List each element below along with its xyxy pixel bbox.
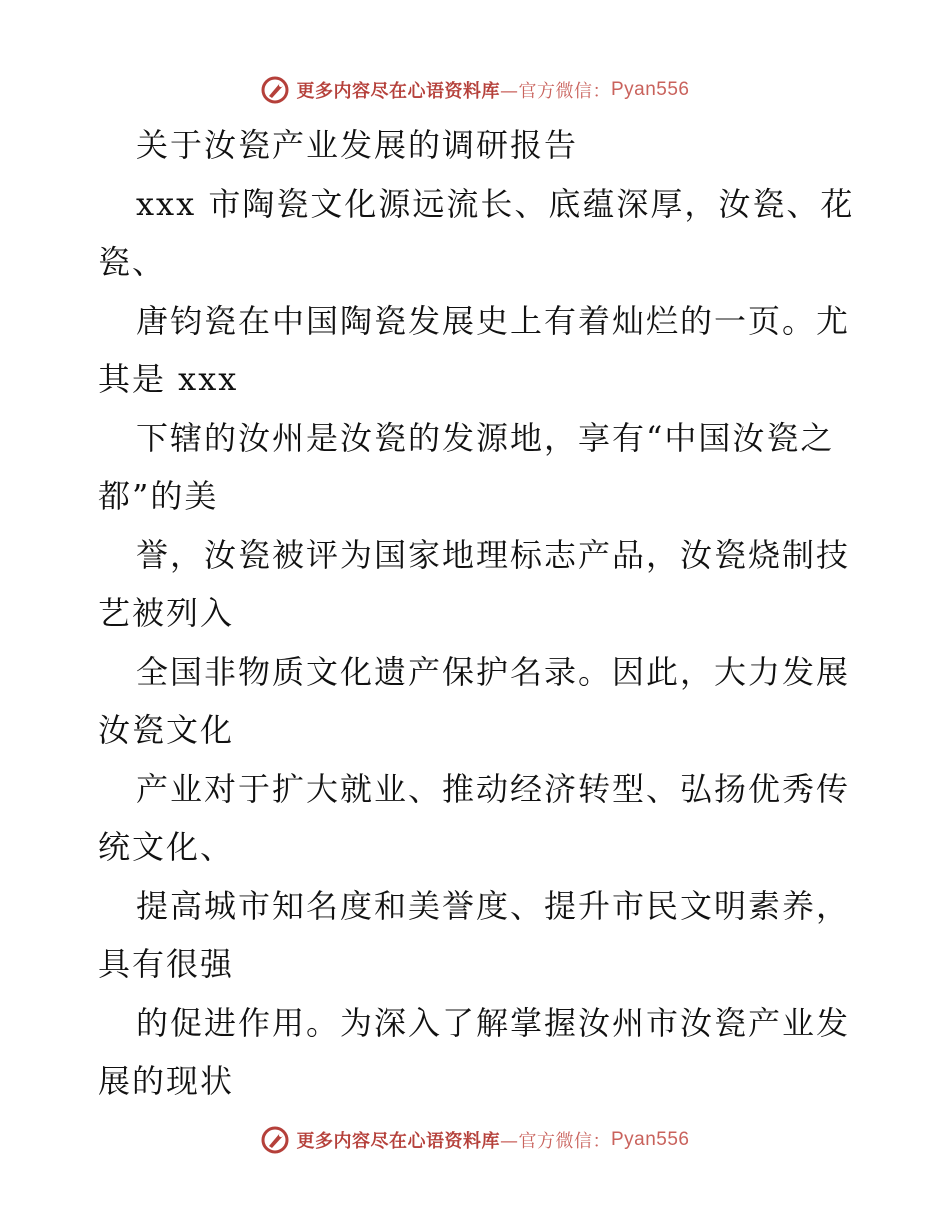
watermark-main-text: 更多内容尽在心语资料库 [296,1131,500,1152]
text-line: 的促进作用。为深入了解掌握汝州市汝瓷产业发 [136,1003,851,1042]
watermark-wechat-id: Pyan556 [610,1129,690,1150]
text-line: 瓷、 [98,243,167,281]
text-line: 展的现状 [98,1062,235,1100]
text-line: 唐钧瓷在中国陶瓷发展史上有着灿烂的一页。尤 [136,301,851,340]
watermark-sub-text: —官方微信： [499,1131,611,1152]
text-line: 下辖的汝州是汝瓷的发源地，享有“中国汝瓷之 [136,418,835,457]
text-line: xxx 市陶瓷文化源远流长、底蕴深厚，汝瓷、花 [136,184,855,223]
watermark-wechat-id: Pyan556 [610,79,690,100]
footer-watermark [0,1120,950,1160]
pen-logo-icon [260,75,290,105]
text-line: 其是 xxx [98,360,239,398]
text-line: 誉，汝瓷被评为国家地理标志产品，汝瓷烧制技 [136,535,851,574]
text-line: 提高城市知名度和美誉度、提升市民文明素养， [136,886,851,925]
watermark-sub-text: —官方微信： [499,81,611,102]
text-line: 具有很强 [98,945,235,983]
text-line: 全国非物质文化遗产保护名录。因此，大力发展 [136,652,851,691]
text-line: 艺被列入 [98,594,235,632]
document-body [98,116,858,1111]
watermark-main-text: 更多内容尽在心语资料库 [296,81,500,102]
text-line: 都”的美 [98,477,219,515]
text-line: 汝瓷文化 [98,711,235,749]
text-line: 产业对于扩大就业、推动经济转型、弘扬优秀传 [136,769,851,808]
document-title: 关于汝瓷产业发展的调研报告 [136,126,579,164]
header-watermark [0,70,950,110]
pen-logo-icon [260,1125,290,1155]
text-line: 统文化、 [98,828,235,866]
